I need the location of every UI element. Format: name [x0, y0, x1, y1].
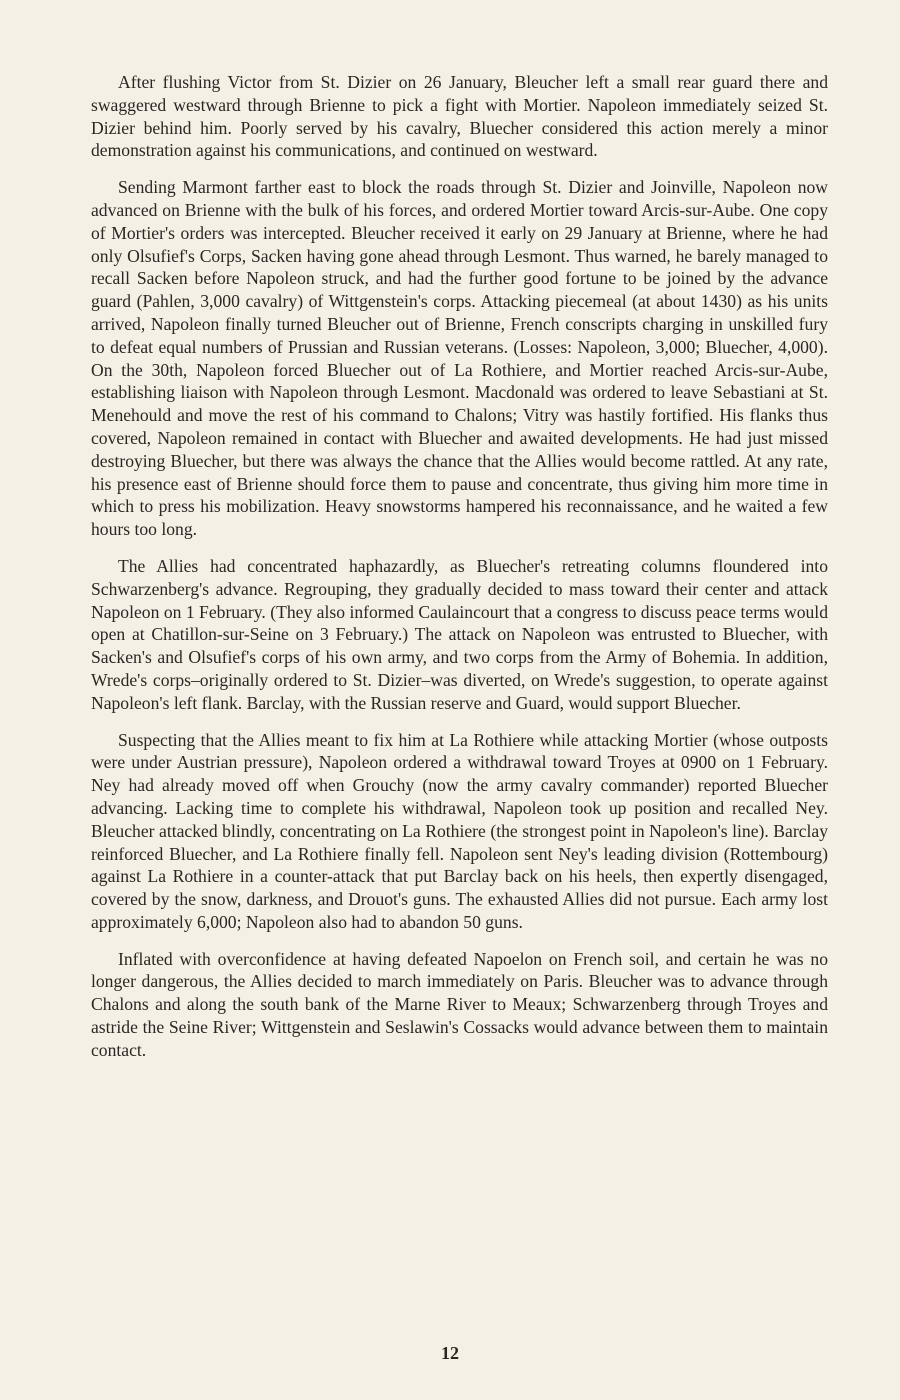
- paragraph-2: Sending Marmont farther east to block the roads through St. Dizier and Joinville, Napoleon now advanced on Brienne with the bulk of his forces, and ordered Mortier toward Arcis-sur-Aube. One copy of Mortier's orders was intercepted. Bleucher received it early on 29 January at Brienne, where he had only Olsufief's Corps, Sacken having gone ahead through Lesmont. Thus warned, he barely managed to recall Sacken before Napoleon struck, and had the further good fortune to be joined by the advance guard (Pahlen, 3,000 cavalry) of Wittgenstein's corps. Attacking piecemeal (at about 1430) as his units arrived, Napoleon finally turned Bleucher out of Brienne, French conscripts charging in unskilled fury to defeat equal numbers of Prussian and Russian veterans. (Losses: Napoleon, 3,000; Bluecher, 4,000). On the 30th, Napoleon forced Bluecher out of La Rothiere, and Mortier reached Arcis-sur-Aube, establishing liaison with Napoleon through Lesmont. Macdonald was ordered to leave Sebastiani at St. Menehould and move the rest of his command to Chalons; Vitry was hastily fortified. His flanks thus covered, Napoleon remained in contact with Bluecher and awaited developments. He had just missed destroying Bluecher, but there was always the chance that the Allies would become rattled. At any rate, his presence east of Brienne should force them to pause and concentrate, thus giving him more time in which to press his mobilization. Heavy snowstorms hampered his reconnaissance, and he waited a few hours too long.: [91, 177, 828, 540]
- page-number: 12: [441, 1343, 459, 1363]
- paragraph-3: The Allies had concentrated haphazardly, as Bluecher's retreating columns floundered into Schwarzenberg's advance. Regrouping, they gradually decided to mass toward their center and attack Napoleon on 1 February. (They also informed Caulaincourt that a congress to discuss peace terms would open at Chatillon-sur-Seine on 3 February.) The attack on Napoleon was entrusted to Bluecher, with Sacken's and Olsufief's corps of his own army, and two corps from the Army of Bohemia. In addition, Wrede's corps–originally ordered to St. Dizier–was diverted, on Wrede's suggestion, to operate against Napoleon's left flank. Barclay, with the Russian reserve and Guard, would support Bluecher.: [91, 555, 828, 713]
- paragraph-5: Inflated with overconfidence at having defeated Napoelon on French soil, and certain he was no longer dangerous, the Allies decided to march immediately on Paris. Bleucher was to advance through Chalons and along the south bank of the Marne River to Meaux; Schwarzenberg through Troyes and astride the Seine River; Wittgenstein and Seslawin's Cossacks would advance between them to maintain contact.: [91, 948, 828, 1060]
- paragraph-4: Suspecting that the Allies meant to fix him at La Rothiere while attacking Mortier (whose outposts were under Austrian pressure), Napoleon ordered a withdrawal toward Troyes at 0900 on 1 February. Ney had already moved off when Grouchy (now the army cavalry commander) reported Bluecher advancing. Lacking time to complete his withdrawal, Napoleon took up position and recalled Ney. Bleucher attacked blindly, concentrating on La Rothiere (the strongest point in Napoleon's line). Barclay reinforced Bluecher, and La Rothiere finally fell. Napoleon sent Ney's leading division (Rottembourg) against La Rothiere in a counter-attack that put Barclay back on his heels, then expertly disengaged, covered by the snow, darkness, and Drouot's guns. The exhausted Allies did not pursue. Each army lost approximately 6,000; Napoleon also had to abandon 50 guns.: [91, 729, 828, 932]
- page-body: [91, 71, 828, 1076]
- paragraph-1: After flushing Victor from St. Dizier on 26 January, Bleucher left a small rear guard there and swaggered westward through Brienne to pick a fight with Mortier. Napoleon immediately seized St. Dizier behind him. Poorly served by his cavalry, Bluecher considered this action merely a minor demonstration against his communications, and continued on westward.: [91, 72, 828, 161]
